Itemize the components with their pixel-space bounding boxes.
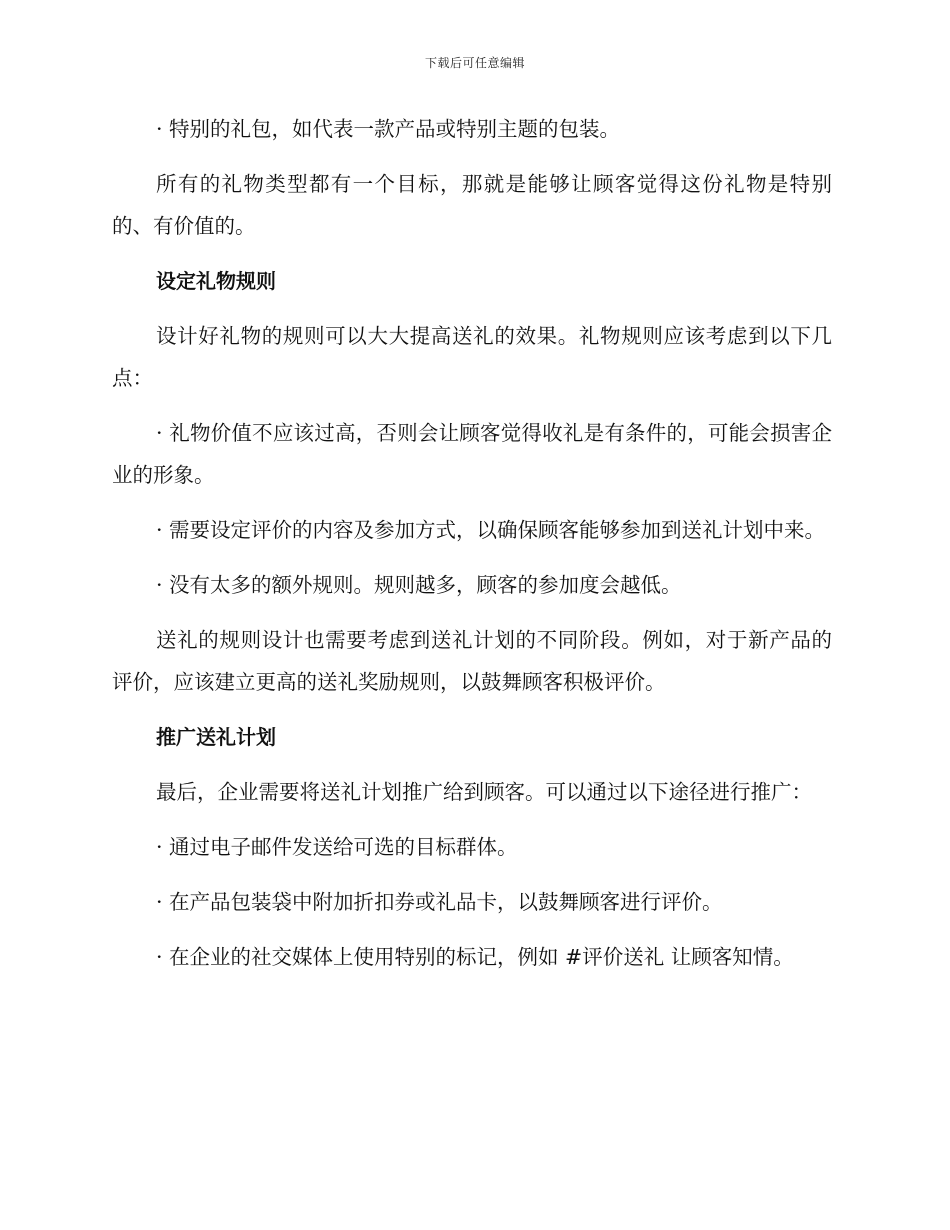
body-paragraph: 最后，企业需要将送礼计划推广给到顾客。可以通过以下途径进行推广： (156, 780, 812, 804)
bullet-paragraph: · 礼物价值不应该过高，否则会让顾客觉得收礼是有条件的，可能会损害企业的形象。 (112, 421, 832, 487)
body-paragraph: 送礼的规则设计也需要考虑到送礼计划的不同阶段。例如，对于新产品的评价，应该建立更高的送礼奖励规则，以鼓舞顾客积极评价。 (112, 628, 832, 694)
body-paragraph: 所有的礼物类型都有一个目标，那就是能够让顾客觉得这份礼物是特别的、有价值的。 (112, 172, 832, 238)
bullet-paragraph: · 需要设定评价的内容及参加方式，以确保顾客能够参加到送礼计划中来。 (156, 518, 826, 542)
bullet-paragraph: · 没有太多的额外规则。规则越多，顾客的参加度会越低。 (156, 573, 682, 597)
bullet-paragraph: · 通过电子邮件发送给可选的目标群体。 (156, 835, 518, 859)
section-heading: 推广送礼计划 (156, 725, 276, 749)
page-header: 下载后可任意编辑 (424, 56, 525, 70)
document-body (112, 108, 832, 991)
body-paragraph: 设计好礼物的规则可以大大提高送礼的效果。礼物规则应该考虑到以下几点： (112, 324, 832, 390)
bullet-paragraph: · 在企业的社交媒体上使用特别的标记，例如 #评价送礼 让顾客知情。 (156, 945, 794, 969)
bullet-paragraph: · 在产品包装袋中附加折扣券或礼品卡，以鼓舞顾客进行评价。 (156, 890, 723, 914)
bullet-paragraph: · 特别的礼包，如代表一款产品或特别主题的包装。 (156, 117, 621, 141)
section-heading: 设定礼物规则 (156, 269, 276, 293)
